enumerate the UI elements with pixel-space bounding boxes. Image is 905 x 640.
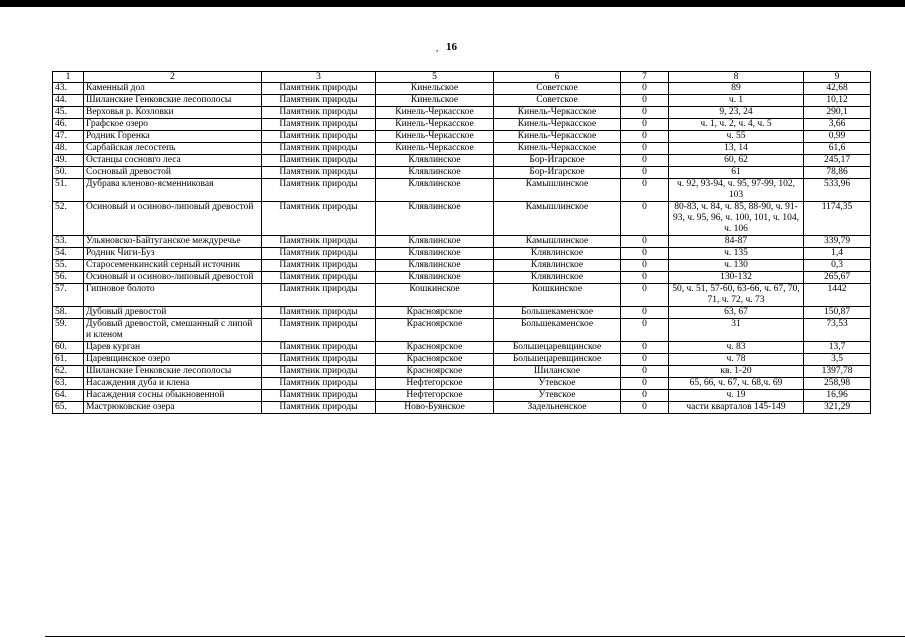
row-number: 65. — [53, 402, 84, 414]
category: Памятник природы — [262, 131, 376, 143]
area-value: 61,6 — [804, 143, 871, 155]
column-7-value: 0 — [621, 284, 669, 307]
category: Памятник природы — [262, 378, 376, 390]
row-number: 49. — [53, 155, 84, 167]
column-7-value: 0 — [621, 143, 669, 155]
row-number: 56. — [53, 272, 84, 284]
district: Клявлинское — [376, 202, 494, 236]
row-number: 48. — [53, 143, 84, 155]
forestry: Кинель-Черкасское — [494, 143, 621, 155]
object-name: Родник Горенка — [84, 131, 262, 143]
column-7-value: 0 — [621, 119, 669, 131]
object-name: Дубовый древостой, смешанный с липой и кленом — [84, 319, 262, 342]
object-name: Графское озеро — [84, 119, 262, 131]
object-name: Мастрюковские озера — [84, 402, 262, 414]
row-number: 62. — [53, 366, 84, 378]
district: Кинель-Черкасское — [376, 119, 494, 131]
object-name: Царевщинское озеро — [84, 354, 262, 366]
row-number: 52. — [53, 202, 84, 236]
column-7-value: 0 — [621, 378, 669, 390]
area-value: 1,4 — [804, 248, 871, 260]
table-row — [53, 248, 871, 260]
row-number: 60. — [53, 342, 84, 354]
column-7-value: 0 — [621, 83, 669, 95]
object-name: Родник Чиги-Буз — [84, 248, 262, 260]
table-row — [53, 402, 871, 414]
row-number: 55. — [53, 260, 84, 272]
column-header: 9 — [804, 72, 871, 83]
object-name: Осиновый и осиново-липовый древостой — [84, 202, 262, 236]
category: Памятник природы — [262, 284, 376, 307]
row-number: 43. — [53, 83, 84, 95]
column-7-value: 0 — [621, 248, 669, 260]
district: Красноярское — [376, 354, 494, 366]
forestry: Советское — [494, 83, 621, 95]
table-row — [53, 236, 871, 248]
row-number: 51. — [53, 179, 84, 202]
column-header: 1 — [53, 72, 84, 83]
row-number: 53. — [53, 236, 84, 248]
table-row — [53, 95, 871, 107]
forestry: Большецаревщинское — [494, 342, 621, 354]
category: Памятник природы — [262, 236, 376, 248]
table-row — [53, 378, 871, 390]
quarters: 63, 67 — [669, 307, 804, 319]
area-value: 3,5 — [804, 354, 871, 366]
column-7-value: 0 — [621, 402, 669, 414]
row-number: 54. — [53, 248, 84, 260]
table-row — [53, 179, 871, 202]
bottom-rule — [45, 636, 905, 637]
table-row — [53, 83, 871, 95]
forestry: Утевское — [494, 390, 621, 402]
district: Кинель-Черкасское — [376, 131, 494, 143]
table-row — [53, 284, 871, 307]
column-header: 8 — [669, 72, 804, 83]
district: Красноярское — [376, 342, 494, 354]
area-value: 321,29 — [804, 402, 871, 414]
forestry: Утевское — [494, 378, 621, 390]
object-name: Дубрава кленово-ясменниковая — [84, 179, 262, 202]
category: Памятник природы — [262, 119, 376, 131]
forestry: Кошкинское — [494, 284, 621, 307]
district: Ново-Буянское — [376, 402, 494, 414]
column-7-value: 0 — [621, 131, 669, 143]
header-row — [53, 72, 871, 83]
district: Красноярское — [376, 307, 494, 319]
column-7-value: 0 — [621, 390, 669, 402]
column-7-value: 0 — [621, 202, 669, 236]
row-number: 47. — [53, 131, 84, 143]
row-number: 64. — [53, 390, 84, 402]
forestry: Бор-Игарское — [494, 155, 621, 167]
table-row — [53, 390, 871, 402]
column-7-value: 0 — [621, 155, 669, 167]
forestry: Клявлинское — [494, 260, 621, 272]
object-name: Сосновый древостой — [84, 167, 262, 179]
forestry: Кинель-Черкасское — [494, 107, 621, 119]
area-value: 73,53 — [804, 319, 871, 342]
object-name: Шиланские Генковские лесополосы — [84, 366, 262, 378]
row-number: 50. — [53, 167, 84, 179]
category: Памятник природы — [262, 402, 376, 414]
category: Памятник природы — [262, 179, 376, 202]
quarters: ч. 55 — [669, 131, 804, 143]
quarters: ч. 1 — [669, 95, 804, 107]
table-row — [53, 366, 871, 378]
district: Клявлинское — [376, 248, 494, 260]
forestry: Клявлинское — [494, 272, 621, 284]
category: Памятник природы — [262, 319, 376, 342]
object-name: Шиланские Генковские лесополосы — [84, 95, 262, 107]
row-number: 44. — [53, 95, 84, 107]
object-name: Останцы сосновго леса — [84, 155, 262, 167]
district: Кинель-Черкасское — [376, 107, 494, 119]
table-row — [53, 119, 871, 131]
area-value: 78,86 — [804, 167, 871, 179]
quarters: части кварталов 145-149 — [669, 402, 804, 414]
quarters: ч. 83 — [669, 342, 804, 354]
object-name: Каменный дол — [84, 83, 262, 95]
column-7-value: 0 — [621, 236, 669, 248]
forestry: Камышлинское — [494, 202, 621, 236]
table-row — [53, 143, 871, 155]
column-7-value: 0 — [621, 179, 669, 202]
row-number: 58. — [53, 307, 84, 319]
row-number: 59. — [53, 319, 84, 342]
area-value: 245,17 — [804, 155, 871, 167]
object-name: Сарбайская лесостепь — [84, 143, 262, 155]
area-value: 16,96 — [804, 390, 871, 402]
forestry: Советское — [494, 95, 621, 107]
district: Кинель-Черкасское — [376, 143, 494, 155]
table-row — [53, 342, 871, 354]
area-value: 339,79 — [804, 236, 871, 248]
quarters: 13, 14 — [669, 143, 804, 155]
quarters: кв. 1-20 — [669, 366, 804, 378]
district: Кинельское — [376, 83, 494, 95]
quarters: 84-87 — [669, 236, 804, 248]
quarters: ч. 1, ч. 2, ч. 4, ч. 5 — [669, 119, 804, 131]
district: Нефтегорское — [376, 378, 494, 390]
row-number: 46. — [53, 119, 84, 131]
quarters: 89 — [669, 83, 804, 95]
quarters: ч. 92, 93-94, ч. 95, 97-99, 102, 103 — [669, 179, 804, 202]
column-header: 7 — [621, 72, 669, 83]
category: Памятник природы — [262, 155, 376, 167]
district: Клявлинское — [376, 155, 494, 167]
forestry: Кинель-Черкасское — [494, 119, 621, 131]
category: Памятник природы — [262, 248, 376, 260]
quarters: ч. 130 — [669, 260, 804, 272]
top-rule — [0, 0, 905, 7]
district: Красноярское — [376, 366, 494, 378]
table-row — [53, 131, 871, 143]
area-value: 0,3 — [804, 260, 871, 272]
object-name: Дубовый древостой — [84, 307, 262, 319]
district: Клявлинское — [376, 179, 494, 202]
column-7-value: 0 — [621, 354, 669, 366]
quarters: 130-132 — [669, 272, 804, 284]
forestry: Бор-Игарское — [494, 167, 621, 179]
row-number: 63. — [53, 378, 84, 390]
category: Памятник природы — [262, 390, 376, 402]
forestry: Камышлинское — [494, 236, 621, 248]
district: Нефтегорское — [376, 390, 494, 402]
district: Клявлинское — [376, 260, 494, 272]
district: Кошкинское — [376, 284, 494, 307]
object-name: Гипновое болото — [84, 284, 262, 307]
quarters: 31 — [669, 319, 804, 342]
quarters: ч. 78 — [669, 354, 804, 366]
column-header: 2 — [84, 72, 262, 83]
area-value: 1174,35 — [804, 202, 871, 236]
column-header: 5 — [376, 72, 494, 83]
column-7-value: 0 — [621, 95, 669, 107]
table-row — [53, 260, 871, 272]
table-row — [53, 155, 871, 167]
table-body — [53, 83, 871, 414]
area-value: 10,12 — [804, 95, 871, 107]
district: Кинельское — [376, 95, 494, 107]
object-name: Насаждения дуба и клена — [84, 378, 262, 390]
object-name: Ульяновско-Байтуганское междуречье — [84, 236, 262, 248]
category: Памятник природы — [262, 143, 376, 155]
table-row — [53, 202, 871, 236]
monuments-table — [52, 71, 871, 414]
category: Памятник природы — [262, 107, 376, 119]
forestry: Большекаменское — [494, 319, 621, 342]
column-7-value: 0 — [621, 319, 669, 342]
page-number: 16 — [446, 41, 457, 53]
area-value: 533,96 — [804, 179, 871, 202]
district: Красноярское — [376, 319, 494, 342]
quarters: 50, ч. 51, 57-60, 63-66, ч. 67, 70, 71, ч. 72, ч. 73 — [669, 284, 804, 307]
category: Памятник природы — [262, 260, 376, 272]
quarters: 80-83, ч. 84, ч. 85, 88-90, ч. 91-93, ч. 95, 96, ч. 100, 101, ч. 104, ч. 106 — [669, 202, 804, 236]
quarters: ч. 19 — [669, 390, 804, 402]
category: Памятник природы — [262, 167, 376, 179]
forestry: Шиланское — [494, 366, 621, 378]
forestry: Большекаменское — [494, 307, 621, 319]
column-7-value: 0 — [621, 272, 669, 284]
category: Памятник природы — [262, 272, 376, 284]
area-value: 1442 — [804, 284, 871, 307]
category: Памятник природы — [262, 95, 376, 107]
table-row — [53, 107, 871, 119]
table-row — [53, 354, 871, 366]
district: Клявлинское — [376, 167, 494, 179]
table-row — [53, 307, 871, 319]
district: Клявлинское — [376, 236, 494, 248]
object-name: Осиновый и осиново-липовый древостой — [84, 272, 262, 284]
page-mark: , — [436, 43, 439, 53]
table-row — [53, 272, 871, 284]
forestry: Большецаревщинское — [494, 354, 621, 366]
area-value: 42,68 — [804, 83, 871, 95]
quarters: 61 — [669, 167, 804, 179]
row-number: 45. — [53, 107, 84, 119]
column-7-value: 0 — [621, 107, 669, 119]
table-row — [53, 319, 871, 342]
column-7-value: 0 — [621, 307, 669, 319]
category: Памятник природы — [262, 366, 376, 378]
column-header: 6 — [494, 72, 621, 83]
category: Памятник природы — [262, 342, 376, 354]
quarters: 9, 23, 24 — [669, 107, 804, 119]
column-7-value: 0 — [621, 366, 669, 378]
quarters: ч. 135 — [669, 248, 804, 260]
area-value: 1397,78 — [804, 366, 871, 378]
area-value: 258,98 — [804, 378, 871, 390]
forestry: Клявлинское — [494, 248, 621, 260]
forestry: Задельненское — [494, 402, 621, 414]
row-number: 57. — [53, 284, 84, 307]
quarters: 60, 62 — [669, 155, 804, 167]
object-name: Старосеменкинский серный источник — [84, 260, 262, 272]
area-value: 0,99 — [804, 131, 871, 143]
district: Клявлинское — [376, 272, 494, 284]
area-value: 150,87 — [804, 307, 871, 319]
column-7-value: 0 — [621, 342, 669, 354]
quarters: 65, 66, ч. 67, ч. 68,ч. 69 — [669, 378, 804, 390]
table-row — [53, 167, 871, 179]
category: Памятник природы — [262, 354, 376, 366]
column-7-value: 0 — [621, 260, 669, 272]
object-name: Насаждения сосны обыкновенной — [84, 390, 262, 402]
area-value: 3,66 — [804, 119, 871, 131]
column-7-value: 0 — [621, 167, 669, 179]
area-value: 13,7 — [804, 342, 871, 354]
area-value: 290,1 — [804, 107, 871, 119]
category: Памятник природы — [262, 307, 376, 319]
area-value: 265,67 — [804, 272, 871, 284]
forestry: Кинель-Черкасское — [494, 131, 621, 143]
row-number: 61. — [53, 354, 84, 366]
object-name: Верховья р. Козловки — [84, 107, 262, 119]
category: Памятник природы — [262, 202, 376, 236]
column-header: 3 — [262, 72, 376, 83]
forestry: Камышлинское — [494, 179, 621, 202]
object-name: Царев курган — [84, 342, 262, 354]
category: Памятник природы — [262, 83, 376, 95]
